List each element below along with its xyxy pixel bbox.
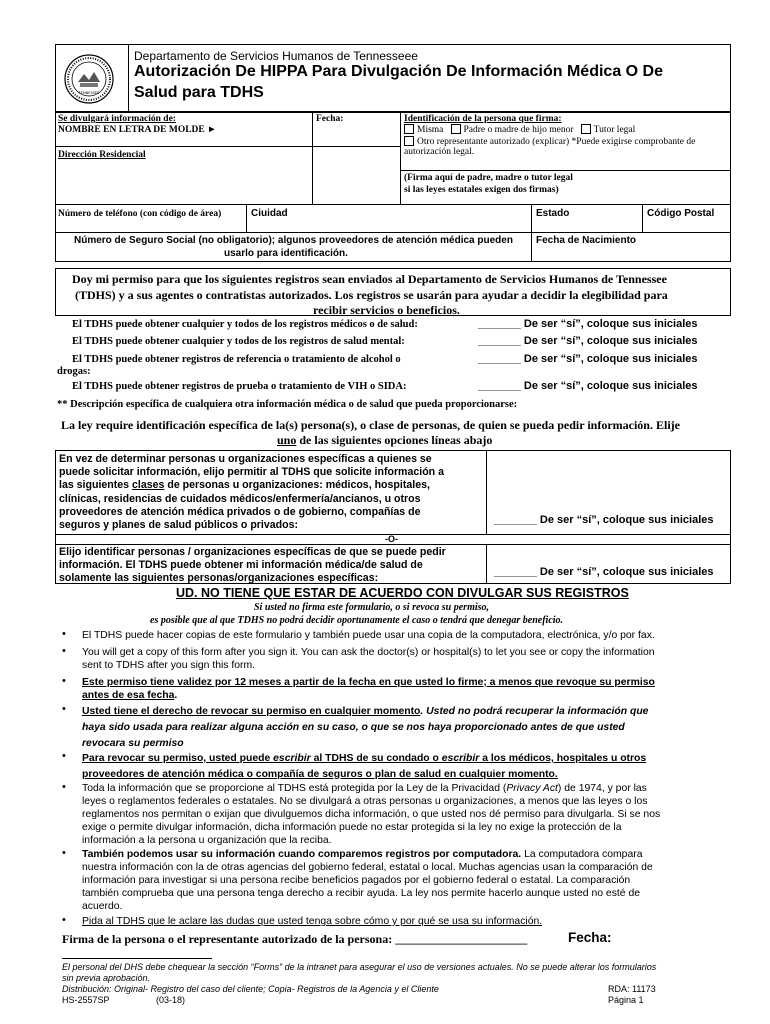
option2-initials[interactable]: _______ De ser “sí”, coloque sus iniciales [494,566,714,578]
bullet-text: nuestra información con la de otras agencias del gobierno federal, estatal o local. Muchas agencias usan la comparación de [82,862,653,874]
divider [486,544,487,584]
misma-checkbox[interactable] [404,124,414,134]
fecha-label[interactable]: Fecha: [316,114,344,124]
option1-line: clínicas, residencias de cuidados médicos/enfermería/ancianos, u otros [59,492,421,505]
otro-option [404,136,695,147]
bullet-marker: • [62,628,66,640]
bullet-text: El TDHS puede hacer copias de este formulario y también puede usar una copia de la computadora, electrónica, y/o por fax. [82,630,655,641]
bullet-text: Para revocar su permiso, usted puede [82,753,274,764]
bullet-text: Usted tiene el derecho de revocar su permiso en cualquier momento [82,706,421,717]
bullet-marker: • [62,675,66,687]
bullet-text: . [174,690,178,702]
permission-line1: Doy mi permiso para que los siguientes registros sean enviados al Departamento de Servicios Humanos de Tennessee [72,272,667,286]
option1-line: En vez de determinar personas u organizaciones específicas a quienes se [59,453,432,465]
ssn-label-2: usarlo para identificación. [224,248,348,259]
bullet-text: revocara su permiso [82,737,184,749]
divider [55,544,731,545]
bullet-how-revoke [82,751,724,782]
notice-sub2: es posible que al que TDHS no podrá decidir oportunamente el caso o tendrá que denegar beneficio. [150,615,564,626]
record-medical: El TDHS puede obtener cualquier y todos de los registros médicos o de salud: [72,319,418,330]
signature-line[interactable]: Firma de la persona o el representante autorizado de la persona: ______________________ [62,932,528,946]
firma-label-1: (Firma aquí de padre, madre o tutor legal [404,173,573,183]
bullet-text: leyes o reglamentos federales o estatales. No se divulgará a otras personas u organizaciones, a menos que las leyes o los [82,796,648,808]
other-description-label: ** Descripción específica de cualquiera otra información médica o de salud que pueda proporcionarse: [57,399,518,410]
codigo-postal-label[interactable]: Código Postal [647,208,715,219]
footer-form-number: HS-2557SP [62,995,110,1005]
permission-line2: (TDHS) y a sus agentes o contratistas autorizados. Los registros se usarán para ayudar a decidir la elegibilidad para [75,288,668,302]
footer-rule [62,958,212,959]
law-line1: La ley require identificación específica de la(s) persona(s), o clase de personas, de quien se pueda pedir información. Elije [61,418,680,432]
bullet-revoke-right [82,704,724,751]
misma-label: Misma [417,125,444,135]
divider [246,204,247,232]
estado-label[interactable]: Estado [536,208,570,219]
bullet-text: Este permiso tiene validez por 12 meses a partir de la fecha en que usted lo firme; a menos que revoque su permiso [82,677,655,688]
page-title-line1: Autorización De HIPPA Para Divulgación De Información Médica O De [134,63,663,80]
option1-line [59,479,444,492]
law-uno: uno [277,433,297,447]
bullet-ask-tdhs [82,915,724,928]
bullet-text: a los médicos, hospitales u otros [479,753,647,764]
bullet-text: información para investigar si una persona recibe beneficios pagados por el gobierno federal o estatal. La comparación [82,875,631,887]
footer-distribution: Distribución: Original- Registro del caso del cliente; Copia- Registros de la Agencia y el Cliente [62,984,439,994]
bullet-text: haya sido usada para realizar alguna acción en su caso, o que se nos haya proporcionado antes de que usted [82,721,625,733]
page-title-line2: Salud para TDHS [134,84,264,101]
bullet-text: información a la persona u organización que la reciba. [82,835,332,847]
notice-sub1: Si usted no firma este formulario, o si revoca su permiso, [254,602,490,613]
bullet-copy-form [82,646,724,672]
bullet-text: You will get a copy of this form after you sign it. You can ask the doctor(s) or hospital(s) to let you see or copy the information [82,647,655,658]
tutor-checkbox[interactable] [581,124,591,134]
footer-page: Página 1 [608,995,644,1005]
footer-rda: RDA: 11173 [608,984,656,994]
bullet-text: escribir [273,753,311,764]
bullet-text: reglamentos nos permitan o exijan que divulguemos dicha información, o que usted nos dé permiso para divulgarla. Si se nos [82,809,661,821]
option1-clases: clases [132,479,165,492]
bullet-marker: • [62,847,66,859]
se-divulgara-label: Se divulgará información de: [58,114,176,124]
option2-text [59,546,446,586]
divider [55,146,400,147]
record-alcohol-initials[interactable]: _______ De ser “sí”, coloque sus iniciales [478,353,698,365]
bullet-privacy [82,782,724,847]
option2-line: solamente las siguientes personas/organizaciones específicas: [59,572,379,585]
bullet-text: Pida al TDHS que le aclare las dudas que usted tenga sobre cómo y por qué se usa su información. [82,916,543,927]
identificacion-options [404,124,635,135]
permission-line3: recibir servicios o beneficios. [313,303,460,317]
divider [486,450,487,534]
footer-note-1: El personal del DHS debe chequear la sección “Forms” de la intranet para asegurar el uso de versiones actuales. No se puede alterar los formularios [62,962,657,972]
bullet-text: al TDHS de su condado o [310,753,442,764]
bullet-marker: • [62,750,66,762]
bullet-text: ) de 1974, y por las [557,783,647,794]
bullet-text: Privacy Act [506,783,558,794]
option1-initials[interactable]: _______ De ser “sí”, coloque sus iniciales [494,514,714,526]
option1-line: puede solicitar información, elijo permitir al TDHS que solicite información a [59,466,444,479]
divider [400,112,401,204]
padre-checkbox[interactable] [451,124,461,134]
law-line2-text: de las siguientes opciones líneas abajo [296,433,493,447]
ciudad-label[interactable]: Ciuidad [251,208,288,219]
otro-checkbox[interactable] [404,136,414,146]
bullet-text: también comprueba que una persona tenga derecho a recibir ayuda. La ley nos permite hacerlo aunque usted no esté de [82,888,641,900]
option1-text-part: las siguientes [59,479,133,492]
otro-label: Otro representante autorizado (explicar) *Puede exigirse comprobante de [417,137,696,147]
bullet-marker: • [62,645,66,657]
bullet-text: También podemos usar su información cuando comparemos registros por computadora. [82,849,522,860]
record-hiv-initials[interactable]: _______ De ser “sí”, coloque sus iniciales [478,380,698,392]
bullet-text: escribir [441,753,480,764]
footer-form-date: (03-18) [156,995,186,1005]
bullet-text: antes de esa fecha [82,690,175,702]
department-name: Departamento de Servicios Humanos de Tennesseee [134,49,418,63]
bullet-marker: • [62,703,66,715]
divider [400,170,731,171]
bullet-computer-match [82,848,724,913]
footer-note-2: sin previa aprobación. [62,973,151,983]
nombre-label[interactable]: NOMBRE EN LETRA DE MOLDE ► [58,125,217,135]
option1-line: proveedores de atención médica privados o de gobierno, compañías de [59,505,421,518]
firma-label-2: si las leyes estatales exigen dos firmas) [404,185,559,195]
bullet-text: sent to TDHS after you sign this form. [82,660,256,672]
bullet-text: proveedores de atención médica o compañía de seguros o plan de salud en cualquier momento. [82,768,558,780]
bullet-text: exige o permite divulgar información, dicha información puede no estar protegida si la ley no exige la protección de la [82,822,622,834]
tutor-label: Tutor legal [593,125,636,135]
or-separator: -O- [385,534,398,544]
law-line2 [277,433,492,448]
record-hiv: El TDHS puede obtener registros de prueba o tratamiento de VIH o SIDA: [72,381,407,392]
telefono-label[interactable]: Número de teléfono (con código de área) [58,209,222,219]
seal-text: TENNESSEE [78,91,100,95]
bullet-text: . Usted no podrá recuperar la información que [420,706,649,717]
option2-line: información. El TDHS puede obtener mi información médica/de salud de [59,559,423,572]
divider [55,204,731,205]
bullet-text: acuerdo. [82,901,123,913]
option2-line: Elijo identificar personas / organizaciones específicas de que se puede pedir [59,546,446,558]
option1-line: seguros y planes de salud públicos o privados: [59,519,299,532]
bullet-marker: • [62,914,66,926]
divider [312,112,313,204]
padre-label: Padre o madre de hijo menor [463,125,574,135]
option1-text-part: de personas u organizaciones: médicos, hospitales, [164,479,430,492]
otro-label-cont: autorización legal. [404,147,475,157]
signature-date-label[interactable]: Fecha: [568,930,612,945]
bullet-copies [82,629,724,642]
divider [531,204,532,262]
record-mental-initials[interactable]: _______ De ser “sí”, coloque sus iniciales [478,335,698,347]
notice-heading: UD. NO TIENE QUE ESTAR DE ACUERDO CON DIVULGAR SUS REGISTROS [176,586,629,600]
bullet-validity [82,676,724,702]
header-divider [128,44,129,112]
option1-text [59,453,444,532]
divider [55,232,731,233]
record-alcohol-cont: drogas: [57,366,91,377]
direccion-label[interactable]: Dirección Residencial [58,150,146,160]
record-alcohol: El TDHS puede obtener registros de referencia o tratamiento de alcohol o [72,354,401,365]
bullet-marker: • [62,781,66,793]
divider [642,204,643,232]
identificacion-label: Identificación de la persona que firma: [404,114,562,124]
record-mental: El TDHS puede obtener cualquier y todos de los registros de salud mental: [72,336,405,347]
bullet-text: Toda la información que se proporcione al TDHS está protegida por la Ley de la Privacidad ( [82,783,507,794]
record-medical-initials[interactable]: _______ De ser “sí”, coloque sus iniciales [478,318,698,330]
ssn-label-1[interactable]: Número de Seguro Social (no obligatorio); algunos proveedores de atención médica pueden [74,235,513,246]
state-seal [64,54,114,104]
nacimiento-label[interactable]: Fecha de Nacimiento [536,235,637,246]
bullet-text: La computadora compara [521,849,643,860]
